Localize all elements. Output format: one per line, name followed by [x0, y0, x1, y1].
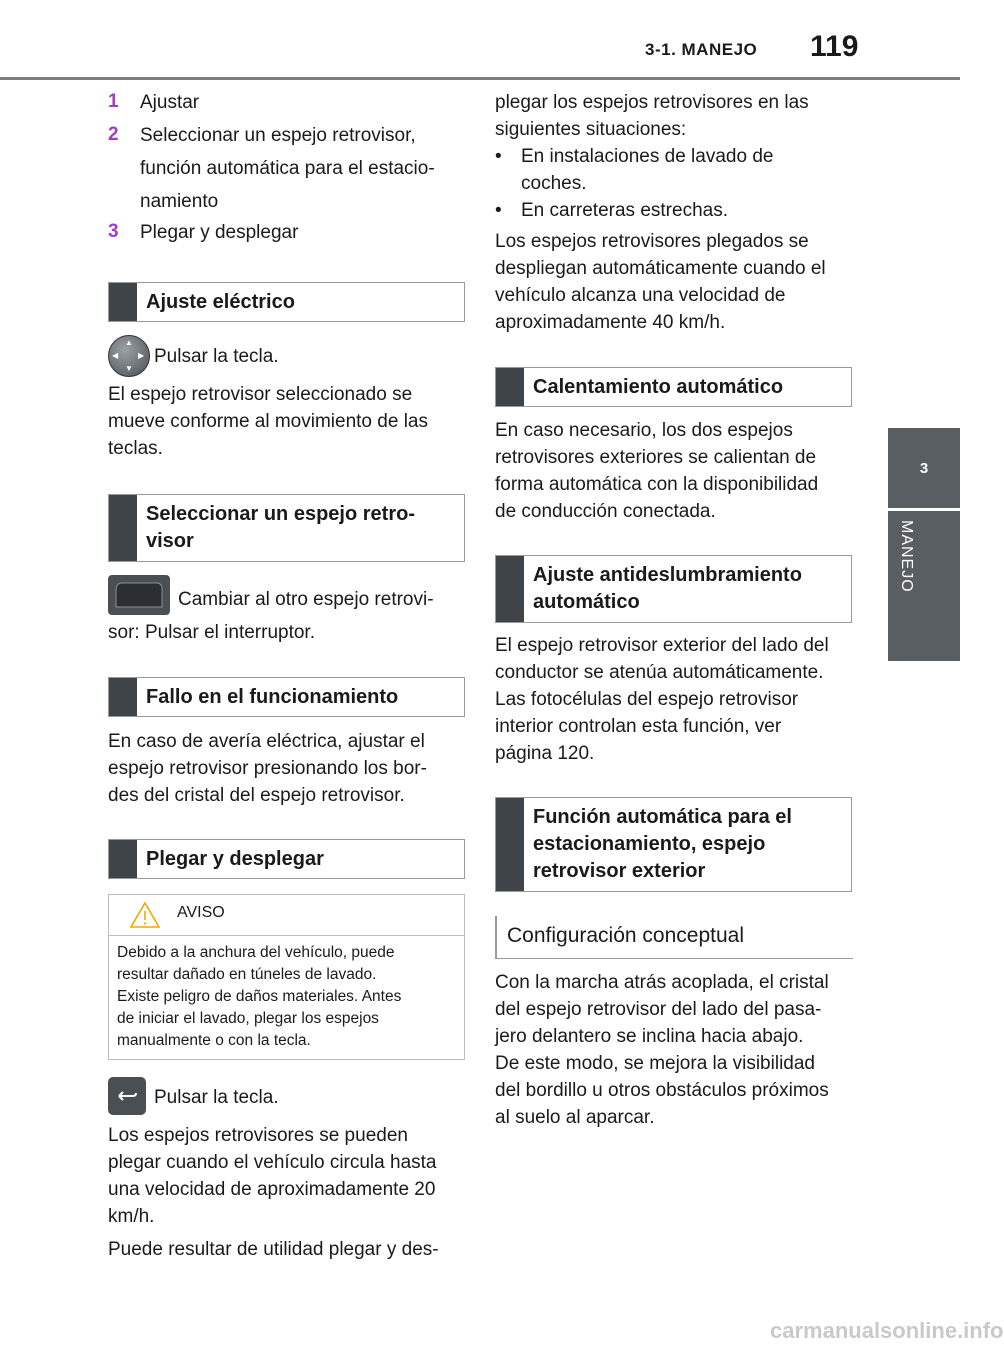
step-number: 1 — [108, 91, 119, 112]
heading-bar — [496, 556, 524, 622]
paragraph: El espejo retrovisor seleccionado se mueve conforme al movimiento de las teclas. — [108, 384, 428, 459]
paragraph: sor: Pulsar el interruptor. — [108, 622, 315, 643]
page-number: 119 — [810, 30, 859, 63]
heading-text: Calentamiento automático — [533, 376, 784, 398]
heading-bar — [109, 495, 137, 561]
paragraph: Puede resultar de utilidad plegar y des- — [108, 1239, 439, 1260]
heading-text: Ajuste antideslumbramiento automático — [533, 564, 802, 613]
step-number: 3 — [108, 221, 119, 242]
paragraph: En caso de avería eléctrica, ajustar el espejo retrovisor presionando los bor- des del cristal del espejo retrovisor. — [108, 731, 427, 806]
heading-text: Ajuste eléctrico — [146, 291, 295, 313]
heading-bar — [109, 678, 137, 716]
chapter-tab: 3 — [888, 428, 960, 508]
paragraph: Los espejos retrovisores se pueden plegar cuando el vehículo circula hasta una velocidad de aproximadamente 20 km/h. — [108, 1125, 437, 1227]
warning-header — [109, 895, 464, 936]
paragraph: Pulsar la tecla. — [154, 1087, 279, 1108]
warning-triangle-icon — [129, 901, 161, 929]
heading-text: Seleccionar un espejo retro- visor — [146, 503, 415, 552]
heading-text: Fallo en el funcionamiento — [146, 686, 399, 708]
step-text: Plegar y desplegar — [140, 222, 299, 243]
header-rule — [0, 77, 960, 80]
paragraph: En caso necesario, los dos espejos retrovisores exteriores se calientan de forma automática con la disponibilidad de conducción conectada. — [495, 420, 819, 522]
paragraph: Con la marcha atrás acoplada, el cristal del espejo retrovisor del lado del pasa- jero delantero se inclina hacia abajo. De este modo, se mejora la visibilidad del bordillo u otros obstáculos próximos al suelo al aparcar. — [495, 972, 829, 1128]
heading-bar — [109, 840, 137, 878]
section-heading — [108, 494, 465, 562]
bullet-text: En instalaciones de lavado de coches. — [521, 146, 774, 194]
watermark: carmanualsonline.info — [770, 1318, 1004, 1343]
step-text: Ajustar — [140, 92, 200, 113]
chapter-label: MANEJO — [898, 520, 915, 593]
subheading: Configuración conceptual — [495, 916, 853, 959]
section-heading — [108, 677, 465, 717]
bullet-item: • — [495, 200, 502, 221]
warning-label: AVISO — [177, 904, 225, 921]
paragraph: Pulsar la tecla. — [154, 346, 279, 367]
heading-text: Función automática para el estacionamiento, espejo retrovisor exterior — [533, 806, 792, 882]
joystick-button-icon: ▲ ▼ ◀ ▶ — [108, 335, 150, 377]
section-heading — [495, 555, 852, 623]
bullet-item: • — [495, 146, 502, 167]
paragraph: Cambiar al otro espejo retrovi- — [178, 589, 434, 610]
step-number: 2 — [108, 124, 119, 145]
paragraph: Los espejos retrovisores plegados se despliegan automáticamente cuando el vehículo alcanza una velocidad de aproximadamente 40 km/h. — [495, 231, 826, 333]
section-heading — [495, 367, 852, 407]
heading-text: Plegar y desplegar — [146, 848, 324, 870]
heading-bar — [496, 368, 524, 406]
fold-mirror-button-icon — [108, 1077, 146, 1115]
section-heading — [495, 797, 852, 892]
paragraph: El espejo retrovisor exterior del lado del conductor se atenúa automáticamente. Las fotocélulas del espejo retrovisor interior controlan esta función, ver página 120. — [495, 635, 829, 764]
section-title: 3-1. MANEJO — [645, 40, 758, 59]
warning-box — [108, 894, 465, 1060]
section-heading — [108, 839, 465, 879]
heading-bar — [496, 798, 524, 891]
heading-bar — [109, 283, 137, 321]
warning-text: Debido a la anchura del vehículo, puede resultar dañado en túneles de lavado. Existe peligro de daños materiales. Antes de iniciar el lavado, plegar los espejos manualmente o con la tecla. — [117, 944, 402, 1049]
mirror-switch-icon — [108, 575, 170, 615]
paragraph: plegar los espejos retrovisores en las siguientes situaciones: — [495, 92, 809, 140]
bullet-text: En carreteras estrechas. — [521, 200, 728, 221]
step-text: Seleccionar un espejo retrovisor, función automática para el estacio- namiento — [140, 125, 435, 212]
section-heading — [108, 282, 465, 322]
